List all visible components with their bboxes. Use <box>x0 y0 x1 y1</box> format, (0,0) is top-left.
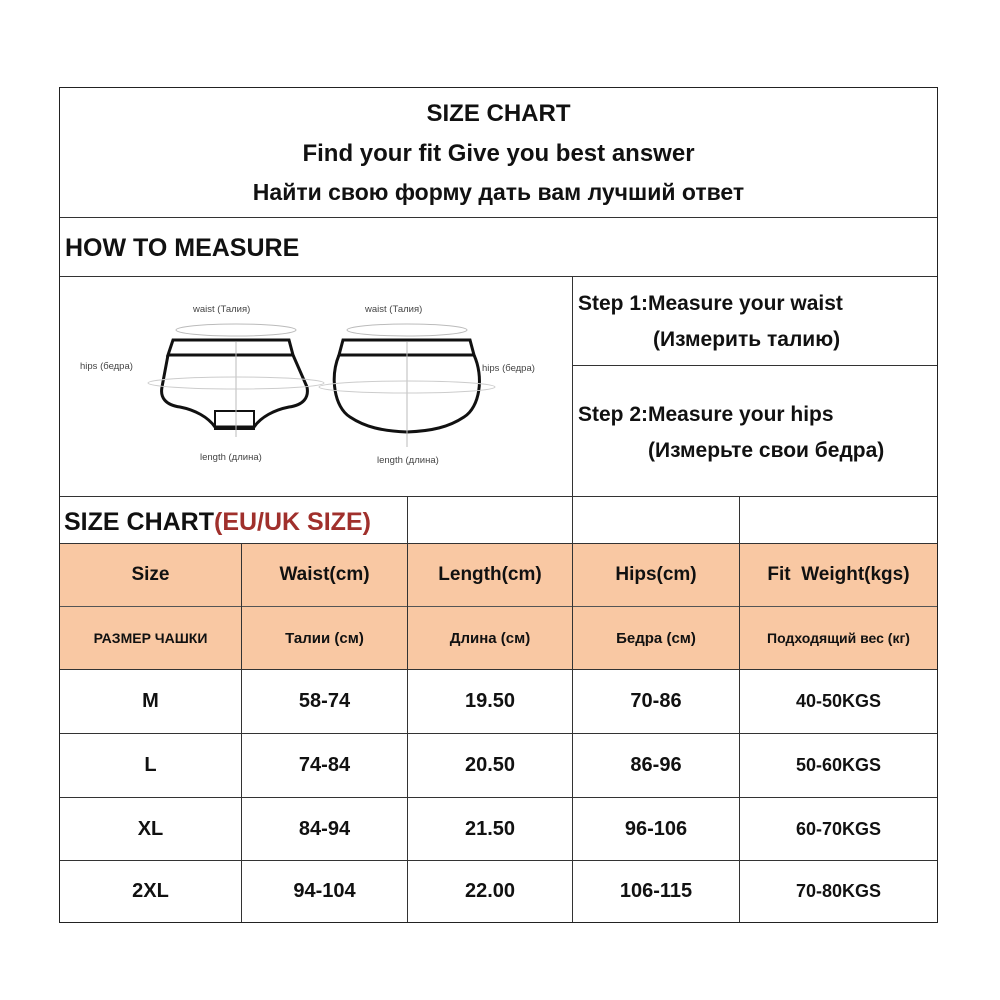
divider <box>572 365 937 366</box>
column-header-length-ru: Длина (см) <box>449 629 531 647</box>
size-chart-heading-main: SIZE CHART <box>64 508 214 536</box>
step2-text: Step 2:Measure your hips <box>578 403 834 426</box>
column-header-size-ru: РАЗМЕР ЧАШКИ <box>93 630 208 646</box>
column-header-size: Size <box>131 564 170 585</box>
waist-label: waist (Талия) <box>193 304 251 315</box>
step1-text: Step 1:Measure your waist <box>578 292 843 315</box>
table-cell-waist: 94-104 <box>293 880 356 902</box>
table-cell-weight: 70-80KGS <box>795 881 882 901</box>
table-cell-weight: 50-60KGS <box>795 755 882 775</box>
table-cell-weight: 60-70KGS <box>795 818 882 839</box>
length-label: length (длина) <box>200 452 262 463</box>
column-header-waist: Waist(cm) <box>279 564 370 585</box>
table-cell-length: 20.50 <box>464 754 516 776</box>
table-cell-length: 21.50 <box>464 817 516 840</box>
hips-label: hips (бедра) <box>482 363 535 374</box>
subtitle-ru: Найти свою форму дать вам лучший ответ <box>252 179 745 205</box>
waist-label: waist (Талия) <box>365 304 423 315</box>
table-cell-size: M <box>142 690 159 712</box>
column-header-length: Length(cm) <box>438 564 542 585</box>
table-cell-hips: 86-96 <box>630 754 682 776</box>
divider <box>60 496 937 497</box>
table-cell-size: 2XL <box>132 880 169 902</box>
size-chart-heading <box>64 508 371 537</box>
step1-ru-text: (Измерить талию) <box>653 328 841 351</box>
table-cell-hips: 96-106 <box>624 817 688 840</box>
table-cell-hips: 70-86 <box>630 690 682 712</box>
subtitle-en: Find your fit Give you best answer <box>302 140 695 167</box>
table-cell-hips: 106-115 <box>619 880 693 902</box>
size-region-label: (EU/UK SIZE) <box>214 508 371 536</box>
table-cell-waist: 58-74 <box>298 690 351 712</box>
brief-back-illustration <box>319 304 535 466</box>
column-header-waist-ru: Талии (см) <box>285 629 364 647</box>
table-cell-waist: 74-84 <box>298 754 351 776</box>
table-cell-weight: 40-50KGS <box>795 691 882 711</box>
step2-ru-text: (Измерьте свои бедра) <box>648 439 885 462</box>
chart-title: SIZE CHART <box>426 100 571 127</box>
table-cell-length: 22.00 <box>464 880 516 902</box>
column-header-hips: Hips(cm) <box>615 564 697 585</box>
column-header-hips-ru: Бедра (см) <box>616 629 696 647</box>
column-header-weight: Fit Weight(kgs) <box>767 564 910 585</box>
measurement-diagram <box>60 277 572 495</box>
table-cell-waist: 84-94 <box>298 817 351 840</box>
column-header-weight-ru: Подходящий вес (кг) <box>767 630 910 646</box>
hips-label: hips (бедра) <box>80 361 133 372</box>
divider <box>572 276 573 496</box>
table-cell-length: 19.50 <box>464 690 516 712</box>
how-to-measure-heading: HOW TO MEASURE <box>65 234 300 262</box>
table-cell-size: L <box>144 754 157 776</box>
brief-front-illustration <box>80 304 324 463</box>
table-cell-size: XL <box>137 817 164 840</box>
divider <box>60 217 937 218</box>
length-label: length (длина) <box>377 455 439 466</box>
